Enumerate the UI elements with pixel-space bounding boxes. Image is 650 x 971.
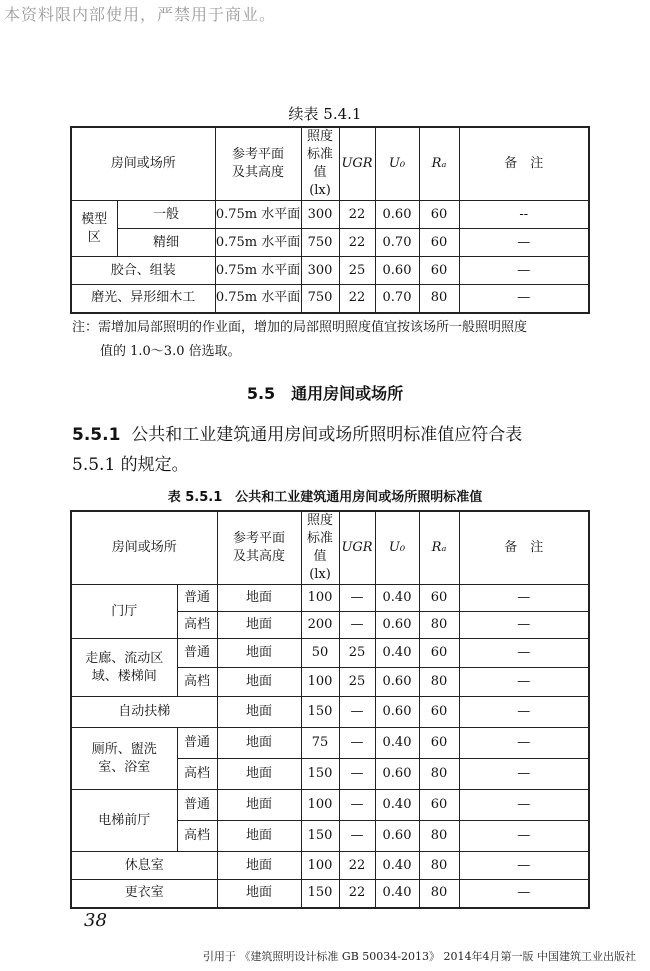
group-model-area	[71, 201, 117, 257]
cell-u0: 0.60	[375, 201, 419, 229]
group-escalator: 自动扶梯	[71, 697, 217, 728]
cell-plane: 0.75m 水平面	[215, 229, 301, 257]
cell-lux: 750	[301, 285, 339, 313]
cell-grade: 高档	[177, 821, 217, 852]
cell-ra: 60	[419, 639, 459, 668]
cell-u0: 0.60	[375, 821, 419, 852]
header-plane	[215, 127, 301, 201]
cell-plane: 0.75m 水平面	[215, 257, 301, 285]
cell-u0: 0.40	[375, 639, 419, 668]
cell-plane: 地面	[217, 852, 301, 880]
cell-ra: 80	[419, 880, 459, 908]
cell-ra: 60	[419, 229, 459, 257]
cell-ra: 80	[419, 821, 459, 852]
cell-plane: 地面	[217, 821, 301, 852]
cell-ugr: —	[339, 821, 375, 852]
cell-lux: 50	[301, 639, 339, 668]
table-row	[71, 880, 589, 908]
cell-lux: 100	[301, 790, 339, 821]
cell-ugr: 25	[339, 668, 375, 697]
cell-sub: 精细	[117, 229, 215, 257]
cell-remark: --	[459, 201, 589, 229]
group-label-l1: 模型	[81, 211, 108, 227]
header-lux	[301, 127, 339, 201]
cell-ugr: 22	[339, 285, 375, 313]
header-u0: U₀	[375, 511, 419, 585]
cell-remark: —	[459, 668, 589, 697]
cell-ugr: —	[339, 697, 375, 728]
cell-u0: 0.60	[375, 759, 419, 790]
cell-ugr: —	[339, 728, 375, 759]
header-remark: 备 注	[459, 127, 589, 201]
cell-ra: 60	[419, 697, 459, 728]
cell-plane: 地面	[217, 639, 301, 668]
cell-ra: 80	[419, 759, 459, 790]
table-row	[71, 728, 589, 759]
cell-u0: 0.70	[375, 229, 419, 257]
cell-ra: 60	[419, 257, 459, 285]
cell-remark: —	[459, 728, 589, 759]
cell-ugr: 22	[339, 852, 375, 880]
table-row	[71, 229, 589, 257]
cell-lux: 150	[301, 759, 339, 790]
table-row	[71, 852, 589, 880]
cell-plane: 地面	[217, 668, 301, 697]
cell-plane: 0.75m 水平面	[215, 201, 301, 229]
cell-u0: 0.60	[375, 612, 419, 639]
header-lux-l3: (lx)	[309, 183, 331, 198]
cell-plane: 地面	[217, 880, 301, 908]
cell-grade: 普通	[177, 639, 217, 668]
clause-text-l2: 5.5.1 的规定。	[72, 455, 189, 475]
cell-lux: 100	[301, 668, 339, 697]
cell-place: 磨光、异形细木工	[71, 285, 215, 313]
table-row	[71, 585, 589, 612]
header-remark: 备 注	[459, 511, 589, 585]
cell-grade: 高档	[177, 759, 217, 790]
cell-ra: 60	[419, 728, 459, 759]
table-row	[71, 790, 589, 821]
cell-lux: 300	[301, 201, 339, 229]
cell-u0: 0.40	[375, 790, 419, 821]
clause-number: 5.5.1	[72, 425, 121, 445]
header-ra: Rₐ	[419, 127, 459, 201]
group-corridor-l2: 域、楼梯间	[91, 668, 157, 684]
cell-lux: 100	[301, 852, 339, 880]
cell-remark: —	[459, 759, 589, 790]
cell-remark: —	[459, 639, 589, 668]
header-place: 房间或场所	[71, 127, 215, 201]
group-toilet	[71, 728, 177, 790]
page-number: 38	[84, 910, 107, 931]
header-place: 房间或场所	[71, 511, 217, 585]
group-lobby: 门厅	[71, 585, 177, 639]
cell-u0: 0.60	[375, 668, 419, 697]
header-lux-l1: 照度	[307, 129, 334, 144]
cell-remark: —	[459, 585, 589, 612]
cell-plane: 地面	[217, 728, 301, 759]
cell-ugr: 25	[339, 639, 375, 668]
clause-text-l1: 公共和工业建筑通用房间或场所照明标准值应符合表	[131, 425, 523, 445]
header-plane-l1: 参考平面	[232, 147, 285, 162]
table2-header-row	[71, 511, 589, 585]
cell-lux: 150	[301, 697, 339, 728]
cell-ugr: —	[339, 759, 375, 790]
cell-ra: 80	[419, 852, 459, 880]
table2	[70, 510, 590, 909]
cell-grade: 普通	[177, 790, 217, 821]
cell-lux: 150	[301, 821, 339, 852]
group-toilet-l1: 厕所、盥洗	[91, 741, 157, 757]
header-lux-l3: (lx)	[309, 567, 331, 582]
cell-ra: 80	[419, 285, 459, 313]
group-lounge: 休息室	[71, 852, 217, 880]
group-elevator: 电梯前厅	[71, 790, 177, 852]
note-line1: 注：需增加局部照明的作业面，增加的局部照明照度值宜按该场所一般照明照度	[72, 320, 528, 335]
table1-note	[72, 316, 592, 364]
header-ugr: UGR	[339, 127, 375, 201]
group-corridor-l1: 走廊、流动区	[85, 650, 164, 666]
cell-grade: 高档	[177, 668, 217, 697]
cell-grade: 普通	[177, 728, 217, 759]
table-row	[71, 257, 589, 285]
footer-citation: 引用于 《建筑照明设计标准 GB 50034-2013》 2014年4月第一版 中国建筑工业出版社	[202, 950, 636, 963]
table-row	[71, 285, 589, 313]
cell-plane: 0.75m 水平面	[215, 285, 301, 313]
cell-plane: 地面	[217, 697, 301, 728]
cell-plane: 地面	[217, 790, 301, 821]
cell-ugr: —	[339, 790, 375, 821]
group-toilet-l2: 室、浴室	[98, 759, 151, 775]
clause-paragraph	[72, 420, 592, 480]
section-heading: 5.5 通用房间或场所	[246, 384, 404, 403]
cell-remark: —	[459, 257, 589, 285]
cell-remark: —	[459, 821, 589, 852]
cell-u0: 0.40	[375, 880, 419, 908]
cell-u0: 0.60	[375, 697, 419, 728]
header-plane-l2: 及其高度	[233, 549, 286, 564]
cell-ugr: 22	[339, 880, 375, 908]
cell-ra: 60	[419, 585, 459, 612]
cell-lux: 100	[301, 585, 339, 612]
cell-remark: —	[459, 852, 589, 880]
cell-u0: 0.40	[375, 728, 419, 759]
header-lux-l2: 标准值	[307, 531, 334, 564]
cell-remark: —	[459, 880, 589, 908]
header-lux-l2: 标准值	[307, 147, 334, 180]
header-lux-l1: 照度	[307, 513, 334, 528]
header-ra: Rₐ	[419, 511, 459, 585]
header-plane-l1: 参考平面	[233, 531, 286, 546]
cell-ugr: —	[339, 585, 375, 612]
cell-remark: —	[459, 229, 589, 257]
watermark-text: 本资料限内部使用，严禁用于商业。	[4, 5, 277, 24]
header-u0: U₀	[375, 127, 419, 201]
cell-ra: 60	[419, 790, 459, 821]
cell-remark: —	[459, 612, 589, 639]
cell-sub: 一般	[117, 201, 215, 229]
header-lux	[301, 511, 339, 585]
table1-header-row	[71, 127, 589, 201]
group-locker: 更衣室	[71, 880, 217, 908]
cell-grade: 高档	[177, 612, 217, 639]
table-row	[71, 697, 589, 728]
cell-lux: 75	[301, 728, 339, 759]
group-corridor	[71, 639, 177, 697]
cell-ra: 60	[419, 201, 459, 229]
cell-u0: 0.60	[375, 257, 419, 285]
cell-plane: 地面	[217, 759, 301, 790]
cell-lux: 200	[301, 612, 339, 639]
cell-remark: —	[459, 697, 589, 728]
cell-lux: 750	[301, 229, 339, 257]
cell-lux: 300	[301, 257, 339, 285]
cell-ugr: 22	[339, 201, 375, 229]
cell-u0: 0.40	[375, 585, 419, 612]
table2-title: 表 5.5.1 公共和工业建筑通用房间或场所照明标准值	[167, 490, 483, 505]
cell-plane: 地面	[217, 612, 301, 639]
note-line2: 值的 1.0～3.0 倍选取。	[100, 344, 241, 359]
cell-ugr: 22	[339, 229, 375, 257]
cell-plane: 地面	[217, 585, 301, 612]
cell-remark: —	[459, 790, 589, 821]
header-plane-l2: 及其高度	[232, 165, 285, 180]
cell-u0: 0.40	[375, 852, 419, 880]
header-ugr: UGR	[339, 511, 375, 585]
group-label-l2: 区	[87, 229, 101, 245]
cell-place: 胶合、组装	[71, 257, 215, 285]
cell-ugr: —	[339, 612, 375, 639]
table1-title: 续表 5.4.1	[288, 105, 362, 123]
cell-ugr: 25	[339, 257, 375, 285]
cell-grade: 普通	[177, 585, 217, 612]
cell-ra: 80	[419, 612, 459, 639]
table-row	[71, 201, 589, 229]
cell-u0: 0.70	[375, 285, 419, 313]
cell-remark: —	[459, 285, 589, 313]
table-row	[71, 639, 589, 668]
table1	[70, 126, 590, 314]
cell-lux: 150	[301, 880, 339, 908]
cell-ra: 80	[419, 668, 459, 697]
header-plane	[217, 511, 301, 585]
